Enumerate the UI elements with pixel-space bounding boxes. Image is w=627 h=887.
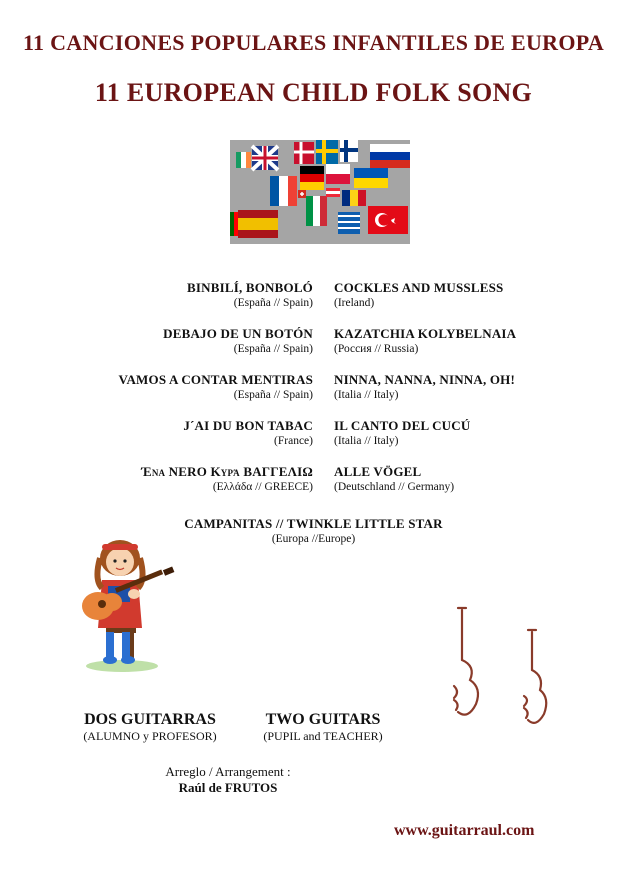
song-country: (Ireland) xyxy=(334,297,375,309)
song-country: (Россия // Russia) xyxy=(334,343,419,355)
song-country: (Europa //Europe) xyxy=(271,533,356,545)
song-title: DEBAJO DE UN BOTÓN xyxy=(163,326,313,341)
song-title: NINNA, NANNA, NINNA, OH! xyxy=(334,372,516,387)
two-guitars-sketch xyxy=(432,600,572,750)
song-country: (Deutschland // Germany) xyxy=(334,481,455,493)
title-spanish: 11 CANCIONES POPULARES INFANTILES DE EUROPA xyxy=(22,30,605,55)
song-right-3 xyxy=(334,372,594,401)
song-country: (España // Spain) xyxy=(233,343,313,355)
song-left-2 xyxy=(63,326,313,355)
song-country: (España // Spain) xyxy=(233,389,313,401)
title-english: 11 EUROPEAN CHILD FOLK SONG xyxy=(94,78,533,107)
europe-flags-map-image xyxy=(230,140,410,244)
song-right-5 xyxy=(334,464,594,493)
song-title: ALLE VÖGEL xyxy=(334,464,422,479)
song-country: (Ελλάδα // GREECE) xyxy=(212,481,313,493)
instrumentation-subtitle: (PUPIL and TEACHER) xyxy=(263,729,383,743)
website-link[interactable]: www.guitarraul.com xyxy=(394,822,535,839)
song-country: (France) xyxy=(274,435,313,447)
arrangement-credit xyxy=(128,764,328,796)
song-right-1 xyxy=(334,280,594,309)
instrumentation-title: DOS GUITARRAS xyxy=(84,711,216,728)
song-country: (Italia // Italy) xyxy=(334,389,399,401)
song-title: COCKLES AND MUSSLESS xyxy=(334,280,504,295)
song-title: IL CANTO DEL CUCÚ xyxy=(334,418,471,433)
instrumentation-title: TWO GUITARS xyxy=(265,711,381,728)
arrangement-label: Arreglo / Arrangement : xyxy=(165,764,291,779)
arrangement-author: Raúl de FRUTOS xyxy=(178,780,278,795)
instrumentation-spanish xyxy=(60,711,240,744)
instrumentation-english xyxy=(238,711,408,744)
girl-guitar-illustration xyxy=(72,536,182,676)
song-country: (Italia // Italy) xyxy=(334,435,399,447)
song-right-4 xyxy=(334,418,594,447)
song-title: CAMPANITAS // TWINKLE LITTLE STAR xyxy=(184,516,443,531)
song-left-3 xyxy=(63,372,313,401)
song-left-4 xyxy=(63,418,313,447)
song-title: KAZATCHIA KOLYBELNAIA xyxy=(334,326,517,341)
song-title: J´AI DU BON TABAC xyxy=(183,418,313,433)
song-title: BINBILÍ, BONBOLÓ xyxy=(186,280,313,295)
song-left-1 xyxy=(63,280,313,309)
song-left-5 xyxy=(63,464,313,493)
song-country: (España // Spain) xyxy=(233,297,313,309)
instrumentation-subtitle: (ALUMNO y PROFESOR) xyxy=(83,729,217,743)
song-title: Ένα ΝΕRΟ Κυρά ΒΑΓΓΕΛΙΩ xyxy=(141,464,313,479)
song-right-2 xyxy=(334,326,594,355)
song-title: VAMOS A CONTAR MENTIRAS xyxy=(118,372,313,387)
